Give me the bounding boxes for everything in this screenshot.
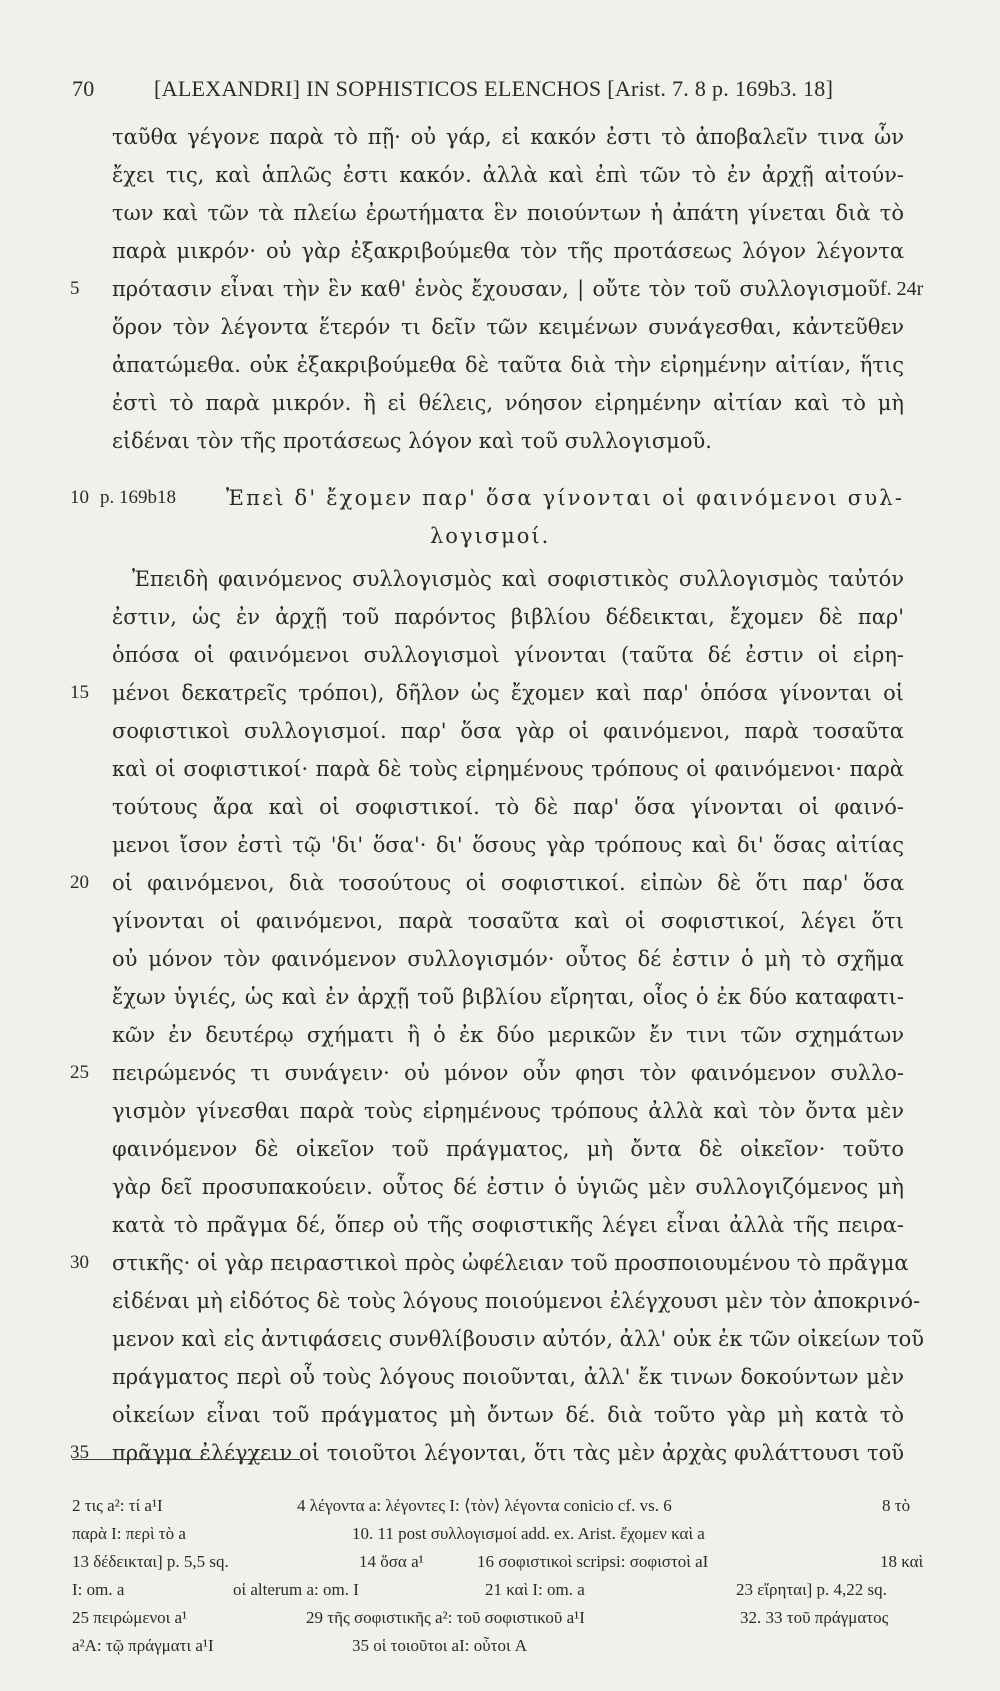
text-line-20: οἱ φαινόμενοι, διὰ τοσούτους οἱ σοφιστικοί. εἰπὼν δὲ ὅτι παρ' ὅσα (112, 871, 904, 895)
apparatus-note: παρὰ I: περὶ τὸ a (72, 1524, 186, 1543)
apparatus-note: 32. 33 τοῦ πράγματος (740, 1608, 889, 1627)
text-line-27: φαινόμενον δὲ οἰκεῖον τοῦ πράγματος, μὴ ὄντα δὲ οἰκεῖον· τοῦτο (112, 1137, 904, 1161)
apparatus-note: οἱ alterum a: om. I (233, 1580, 359, 1599)
text-line-9: εἰδέναι τὸν τῆς προτάσεως λόγον καὶ τοῦ συλλογισμοῦ. (112, 429, 712, 453)
apparatus-note: 23 εἴρηται] p. 4,22 sq. (736, 1580, 887, 1599)
text-line-31: εἰδέναι μὴ εἰδότος δὲ τοὺς λόγους ποιούμενοι ἐλέγχουσι μὲν τὸν ἀποκρινό- (112, 1289, 921, 1313)
text-line-30: στικῆς· οἱ γὰρ πειραστικοὶ πρὸς ὠφέλειαν τοῦ προσποιουμένου τὸ πρᾶγμα (112, 1251, 909, 1275)
line-number-30: 30 (70, 1252, 89, 1273)
apparatus-note: 13 δέδεικται] p. 5,5 sq. (72, 1552, 229, 1571)
line-number-15: 15 (70, 682, 89, 703)
text-line-26: γισμὸν γίνεσθαι παρὰ τοὺς εἰρημένους τρόπους ἀλλὰ καὶ τὸν ὄντα μὲν (112, 1099, 904, 1123)
text-line-25: πειρώμενός τι συνάγειν· οὐ μόνον οὖν φησι τὸν φαινόμενον συλλο- (112, 1061, 904, 1085)
text-line-22: οὐ μόνον τὸν φαινόμενον συλλογισμόν· οὗτος δέ ἐστιν ὁ μὴ τὸ σχῆμα (112, 947, 904, 971)
text-line-8: ἐστὶ τὸ παρὰ μικρόν. ἢ εἰ θέλεις, νόησον εἰρημένην αἰτίαν καὶ τὸ μὴ (112, 391, 904, 415)
text-line-28: γὰρ δεῖ προσυπακούειν. οὗτος δέ ἐστιν ὁ ὑγιῶς μὲν συλλογιζόμενος μὴ (112, 1175, 904, 1199)
apparatus-note: 25 πειρώμενοι a¹ (72, 1608, 188, 1627)
apparatus-note: 10. 11 post συλλογισμοί add. ex. Arist. ἔχομεν καὶ a (352, 1524, 705, 1543)
text-line-14: ὁπόσα οἱ φαινόμενοι συλλογισμοὶ γίνονται (ταῦτα δέ ἐστιν οἱ εἰρη- (112, 643, 904, 667)
apparatus-note: 18 καὶ (880, 1552, 924, 1571)
apparatus-note: 2 τις a²: τί a¹I (72, 1496, 163, 1515)
text-line-1: ταῦθα γέγονε παρὰ τὸ πῇ· οὐ γάρ, εἰ κακόν ἐστι τὸ ἀποβαλεῖν τινα ὧν (112, 125, 904, 149)
line-number-5: 5 (70, 278, 80, 299)
apparatus-note: 35 οἱ τοιοῦτοι aI: οὗτοι A (352, 1636, 528, 1655)
apparatus-rule (72, 1459, 300, 1460)
text-line-3: των καὶ τῶν τὰ πλείω ἐρωτήματα ἓν ποιούντων ἡ ἀπάτη γίνεται διὰ τὸ (112, 201, 904, 225)
lemma-line-number: 10 (70, 487, 89, 508)
apparatus-note: 16 σοφιστικοὶ scripsi: σοφιστοὶ aI (477, 1552, 709, 1571)
text-line-33: πράγματος περὶ οὗ τοὺς λόγους ποιοῦνται, ἀλλ' ἔκ τινων δοκούντων μὲν (112, 1365, 904, 1389)
apparatus-note: 29 τῆς σοφιστικῆς a²: τοῦ σοφιστικοῦ a¹I (306, 1608, 585, 1627)
line-number-35: 35 (70, 1442, 89, 1463)
lemma-heading-continued: λογισμοί. (430, 524, 551, 548)
text-line-18: τούτους ἄρα καὶ οἱ σοφιστικοί. τὸ δὲ παρ' ὅσα γίνονται οἱ φαινό- (112, 795, 904, 819)
text-line-15: μένοι δεκατρεῖς τρόποι), δῆλον ὡς ἔχομεν καὶ παρ' ὁπόσα γίνονται οἱ (112, 681, 904, 705)
text-line-2: ἔχει τις, καὶ ἁπλῶς ἐστι κακόν. ἀλλὰ καὶ ἐπὶ τῶν τὸ ἐν ἀρχῇ αἰτούν- (112, 163, 904, 187)
text-line-34: οἰκείων εἶναι τοῦ πράγματος μὴ ὄντων δέ. διὰ τοῦτο γὰρ μὴ κατὰ τὸ (112, 1403, 904, 1427)
text-line-7: ἀπατώμεθα. οὐκ ἐξακριβούμεθα δὲ ταῦτα διὰ τὴν εἰρημένην αἰτίαν, ἥτις (112, 353, 904, 377)
text-line-29: κατὰ τὸ πρᾶγμα δέ, ὅπερ οὐ τῆς σοφιστικῆς λέγει εἶναι ἀλλὰ τῆς πειρα- (112, 1213, 904, 1237)
text-line-32: μενον καὶ εἰς ἀντιφάσεις συνθλίβουσιν αὐτόν, ἀλλ' οὐκ ἐκ τῶν οἰκείων τοῦ (112, 1327, 925, 1351)
text-line-6: ὅρον τὸν λέγοντα ἕτερόν τι δεῖν τῶν κειμένων συνάγεσθαι, κἀντεῦθεν (112, 315, 904, 339)
running-head-title: [ALEXANDRI] IN SOPHISTICOS ELENCHOS [Arist. 7. 8 p. 169b3. 18] (154, 76, 834, 101)
text-line-35: πρᾶγμα ἐλέγχειν οἱ τοιοῦτοι λέγονται, ὅτι τὰς μὲν ἀρχὰς φυλάττουσι τοῦ (112, 1441, 904, 1465)
apparatus-note: a²A: τῷ πράγματι a¹I (72, 1636, 214, 1655)
text-line-4: παρὰ μικρόν· οὐ γὰρ ἐξακριβούμεθα τὸν τῆς προτάσεως λόγον λέγοντα (112, 239, 904, 263)
page-number: 70 (72, 76, 95, 101)
text-line-17: καὶ οἱ σοφιστικοί· παρὰ δὲ τοὺς εἰρημένους τρόπους οἱ φαινόμενοι· παρὰ (112, 757, 904, 781)
apparatus-note: 21 καὶ I: om. a (485, 1580, 585, 1599)
line-number-25: 25 (70, 1062, 89, 1083)
text-line-16: σοφιστικοὶ συλλογισμοί. παρ' ὅσα γὰρ οἱ φαινόμενοι, παρὰ τοσαῦτα (112, 719, 904, 743)
text-line-24: κῶν ἐν δευτέρῳ σχήματι ἢ ὁ ἐκ δύο μερικῶν ἔν τινι τῶν σχημάτων (112, 1023, 904, 1047)
lemma-heading: Ἐπεὶ δ' ἔχομεν παρ' ὅσα γίνονται οἱ φαινόμενοι συλ- (226, 486, 905, 510)
text-line-21: γίνονται οἱ φαινόμενοι, παρὰ τοσαῦτα καὶ οἱ σοφιστικοί, λέγει ὅτι (112, 909, 904, 933)
running-head (72, 76, 932, 116)
text-line-12: Ἐπειδὴ φαινόμενος συλλογισμὸς καὶ σοφιστικὸς συλλογισμὸς ταὐτόν (132, 567, 904, 591)
text-line-5: πρότασιν εἶναι τὴν ἓν καθ' ἑνὸς ἔχουσαν, | οὔτε τὸν τοῦ συλλογισμοῦ (112, 277, 880, 301)
apparatus-note: 8 τὸ (882, 1496, 911, 1515)
line-number-20: 20 (70, 872, 89, 893)
lemma-reference: p. 169b18 (100, 487, 176, 508)
text-line-19: μενοι ἴσον ἐστὶ τῷ 'δι' ὅσα'· δι' ὅσους γὰρ τρόπους καὶ δι' ὅσας αἰτίας (112, 833, 904, 857)
text-line-23: ἔχων ὑγιές, ὡς καὶ ἐν ἀρχῇ τοῦ βιβλίου εἴρηται, οἷος ὁ ἐκ δύο καταφατι- (112, 985, 904, 1009)
apparatus-note: 14 ὅσα a¹ (359, 1552, 424, 1571)
apparatus-note: 4 λέγοντα a: λέγοντες I: ⟨τὸν⟩ λέγοντα conicio cf. vs. 6 (297, 1496, 672, 1515)
apparatus-note: I: om. a (72, 1580, 125, 1599)
text-line-13: ἐστιν, ὡς ἐν ἀρχῇ τοῦ παρόντος βιβλίου δέδεικται, ἔχομεν δὲ παρ' (112, 605, 904, 629)
folio-marker: f. 24r (880, 278, 924, 300)
